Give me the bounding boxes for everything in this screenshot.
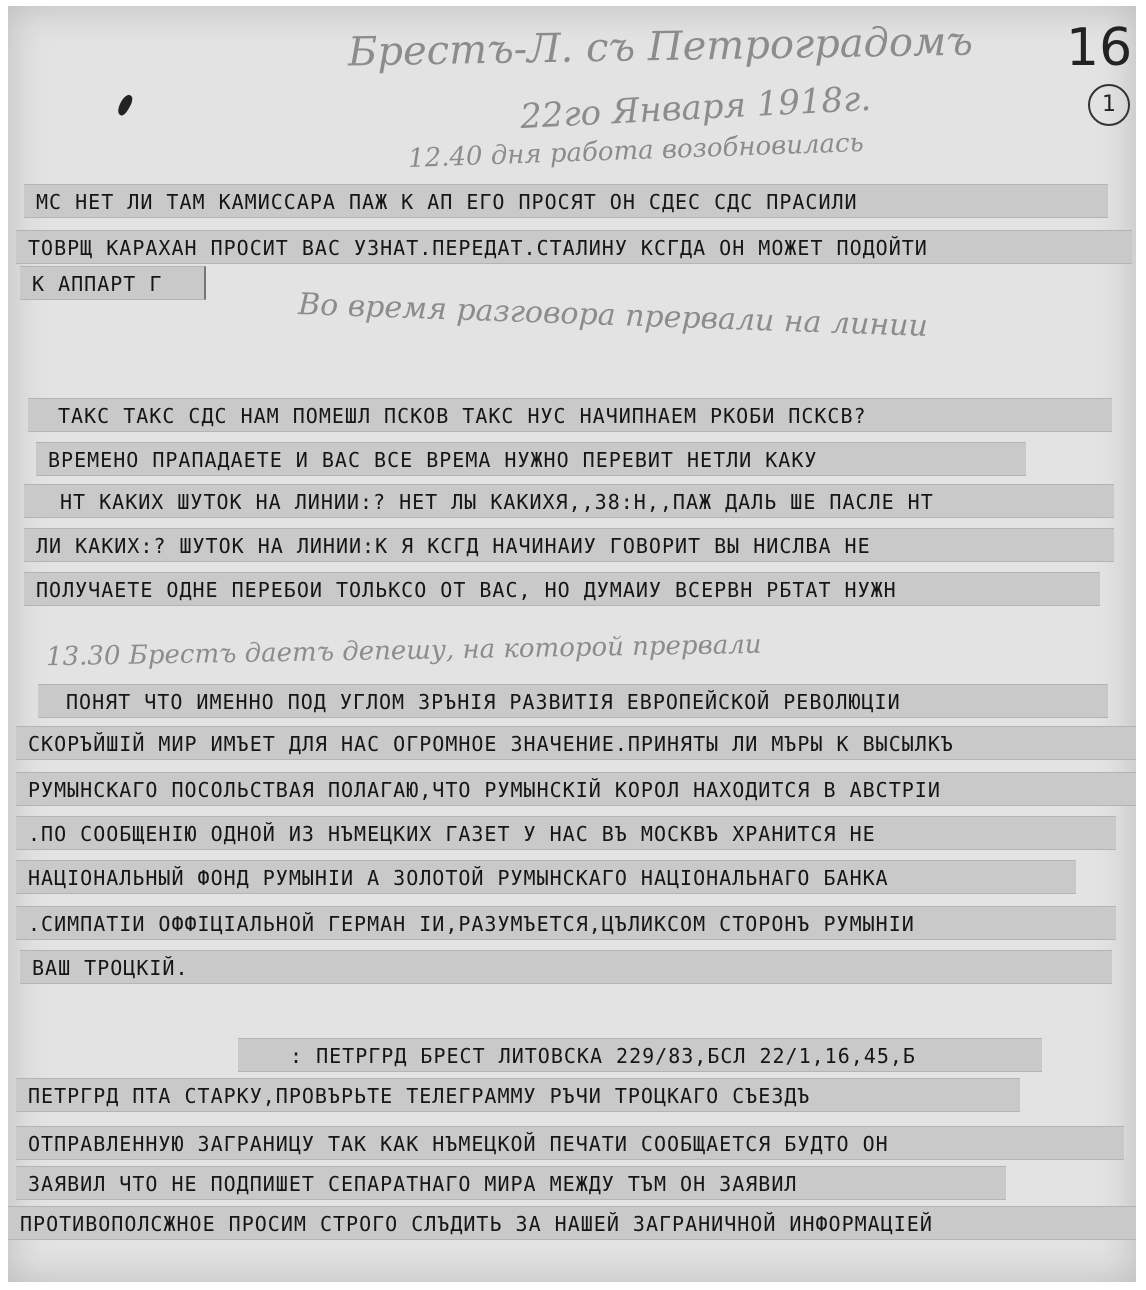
interrupt-note: Во время разговора прервали на линии	[297, 287, 929, 344]
circled-number: 1	[1088, 84, 1130, 126]
tape-line-3-6: .СИМПАТIИ ОФФIЦIАЛЬНОЙ ГЕРМАН IИ,РАЗУМЪЕТСЯ,ЦЪЛИКСОМ СТОРОНЪ РУМЫНIИ	[16, 906, 1116, 940]
tape-line-3-7: ВАШ ТРОЦКIЙ.	[20, 950, 1112, 984]
telegram-sheet	[8, 6, 1136, 1282]
tape-line-2-5: ПОЛУЧАЕТЕ ОДНЕ ПЕРЕБОИ ТОЛЬКСО ОТ ВАС, НО ДУМАИУ ВСЕРВН РБТАТ НУЖН	[24, 572, 1100, 606]
resume-note: 12.40 дня работа возобновилась	[407, 128, 865, 174]
tape-line-3-1: ПОНЯТ ЧТО ИМЕННО ПОД УГЛОМ ЗРЪНIЯ РАЗВИТIЯ ЕВРОПЕЙСКОЙ РЕВОЛЮЦIИ	[38, 684, 1108, 718]
tape-line-3-3: РУМЫНСКАГО ПОСОЛЬСТВАЯ ПОЛАГАЮ,ЧТО РУМЫНСКIЙ КОРОЛ НАХОДИТСЯ В АВСТРIИ	[16, 772, 1136, 806]
tape-line-4-5: ПРОТИВОПОЛСЖНОЕ ПРОСИМ СТРОГО СЛЪДИТЬ ЗА НАШЕЙ ЗАГРАНИЧНОЙ ИНФОРМАЦIЕЙ	[8, 1206, 1136, 1240]
tape-line-2-1: ТАКС ТАКС СДС НАМ ПОМЕШЛ ПСКОВ ТАКС НУС НАЧИПНАЕМ РКОБИ ПСКСВ?	[28, 398, 1112, 432]
tape-line-1-3: К АППАРТ Г	[20, 266, 206, 300]
brest-note: 13.30 Брестъ даетъ депешу, на которой прервали	[45, 629, 762, 673]
tape-line-4-1: : ПЕТРГРД БРЕСТ ЛИТОВСКА 229/83,БСЛ 22/1,16,45,Б	[238, 1038, 1042, 1072]
tape-line-2-3: НТ КАКИХ ШУТОК НА ЛИНИИ:? НЕТ ЛЫ КАКИХЯ,,38:Н,,ПАЖ ДАЛЬ ШЕ ПАСЛЕ НТ	[24, 484, 1114, 518]
ink-blot	[115, 93, 135, 117]
tape-line-3-5: НАЦIОНАЛЬНЫЙ ФОНД РУМЫНIИ А ЗОЛОТОЙ РУМЫНСКАГО НАЦIОНАЛЬНАГО БАНКА	[16, 860, 1076, 894]
tape-line-2-4: ЛИ КАКИХ:? ШУТОК НА ЛИНИИ:К Я КСГД НАЧИНАИУ ГОВОРИТ ВЫ НИСЛВА НЕ	[24, 528, 1114, 562]
tape-line-2-2: ВРЕМЕНО ПРАПАДАЕТЕ И ВАС ВСЕ ВРЕМА НУЖНО ПЕРЕВИТ НЕТЛИ КАКУ	[36, 442, 1026, 476]
tape-line-1-2: ТОВРЩ КАРАХАН ПРОСИТ ВАС УЗНАТ.ПЕРЕДАТ.СТАЛИНУ КСГДА ОН МОЖЕТ ПОДОЙТИ	[16, 230, 1132, 264]
header-place: Брестъ-Л. съ Петроградомъ	[347, 18, 974, 76]
tape-line-3-4: .ПО СООБЩЕНIЮ ОДНОЙ ИЗ НЪМЕЦКИХ ГАЗЕТ У НАС ВЪ МОСКВЪ ХРАНИТСЯ НЕ	[16, 816, 1116, 850]
tape-line-4-2: ПЕТРГРД ПТА СТАРКУ,ПРОВЪРЬТЕ ТЕЛЕГРАММУ РЪЧИ ТРОЦКАГО СЪЕЗДЪ	[16, 1078, 1020, 1112]
tape-line-3-2: СКОРЪЙШIЙ МИР ИМЪЕТ ДЛЯ НАС ОГРОМНОЕ ЗНАЧЕНИЕ.ПРИНЯТЫ ЛИ МЪРЫ К ВЫСЫЛКЪ	[16, 726, 1136, 760]
tape-line-4-3: ОТПРАВЛЕННУЮ ЗАГРАНИЦУ ТАК КАК НЪМЕЦКОЙ ПЕЧАТИ СООБЩАЕТСЯ БУДТО ОН	[16, 1126, 1124, 1160]
tape-line-1-1: МС НЕТ ЛИ ТАМ КАМИССАРА ПАЖ К АП ЕГО ПРОСЯТ ОН СДЕС СДС ПРАСИЛИ	[24, 184, 1108, 218]
tape-line-4-4: ЗАЯВИЛ ЧТО НЕ ПОДПИШЕТ СЕПАРАТНАГО МИРА МЕЖДУ ТЪМ ОН ЗАЯВИЛ	[16, 1166, 1006, 1200]
header-date: 22го Января 1918г.	[519, 78, 873, 138]
sheet-number: 16	[1066, 18, 1133, 78]
